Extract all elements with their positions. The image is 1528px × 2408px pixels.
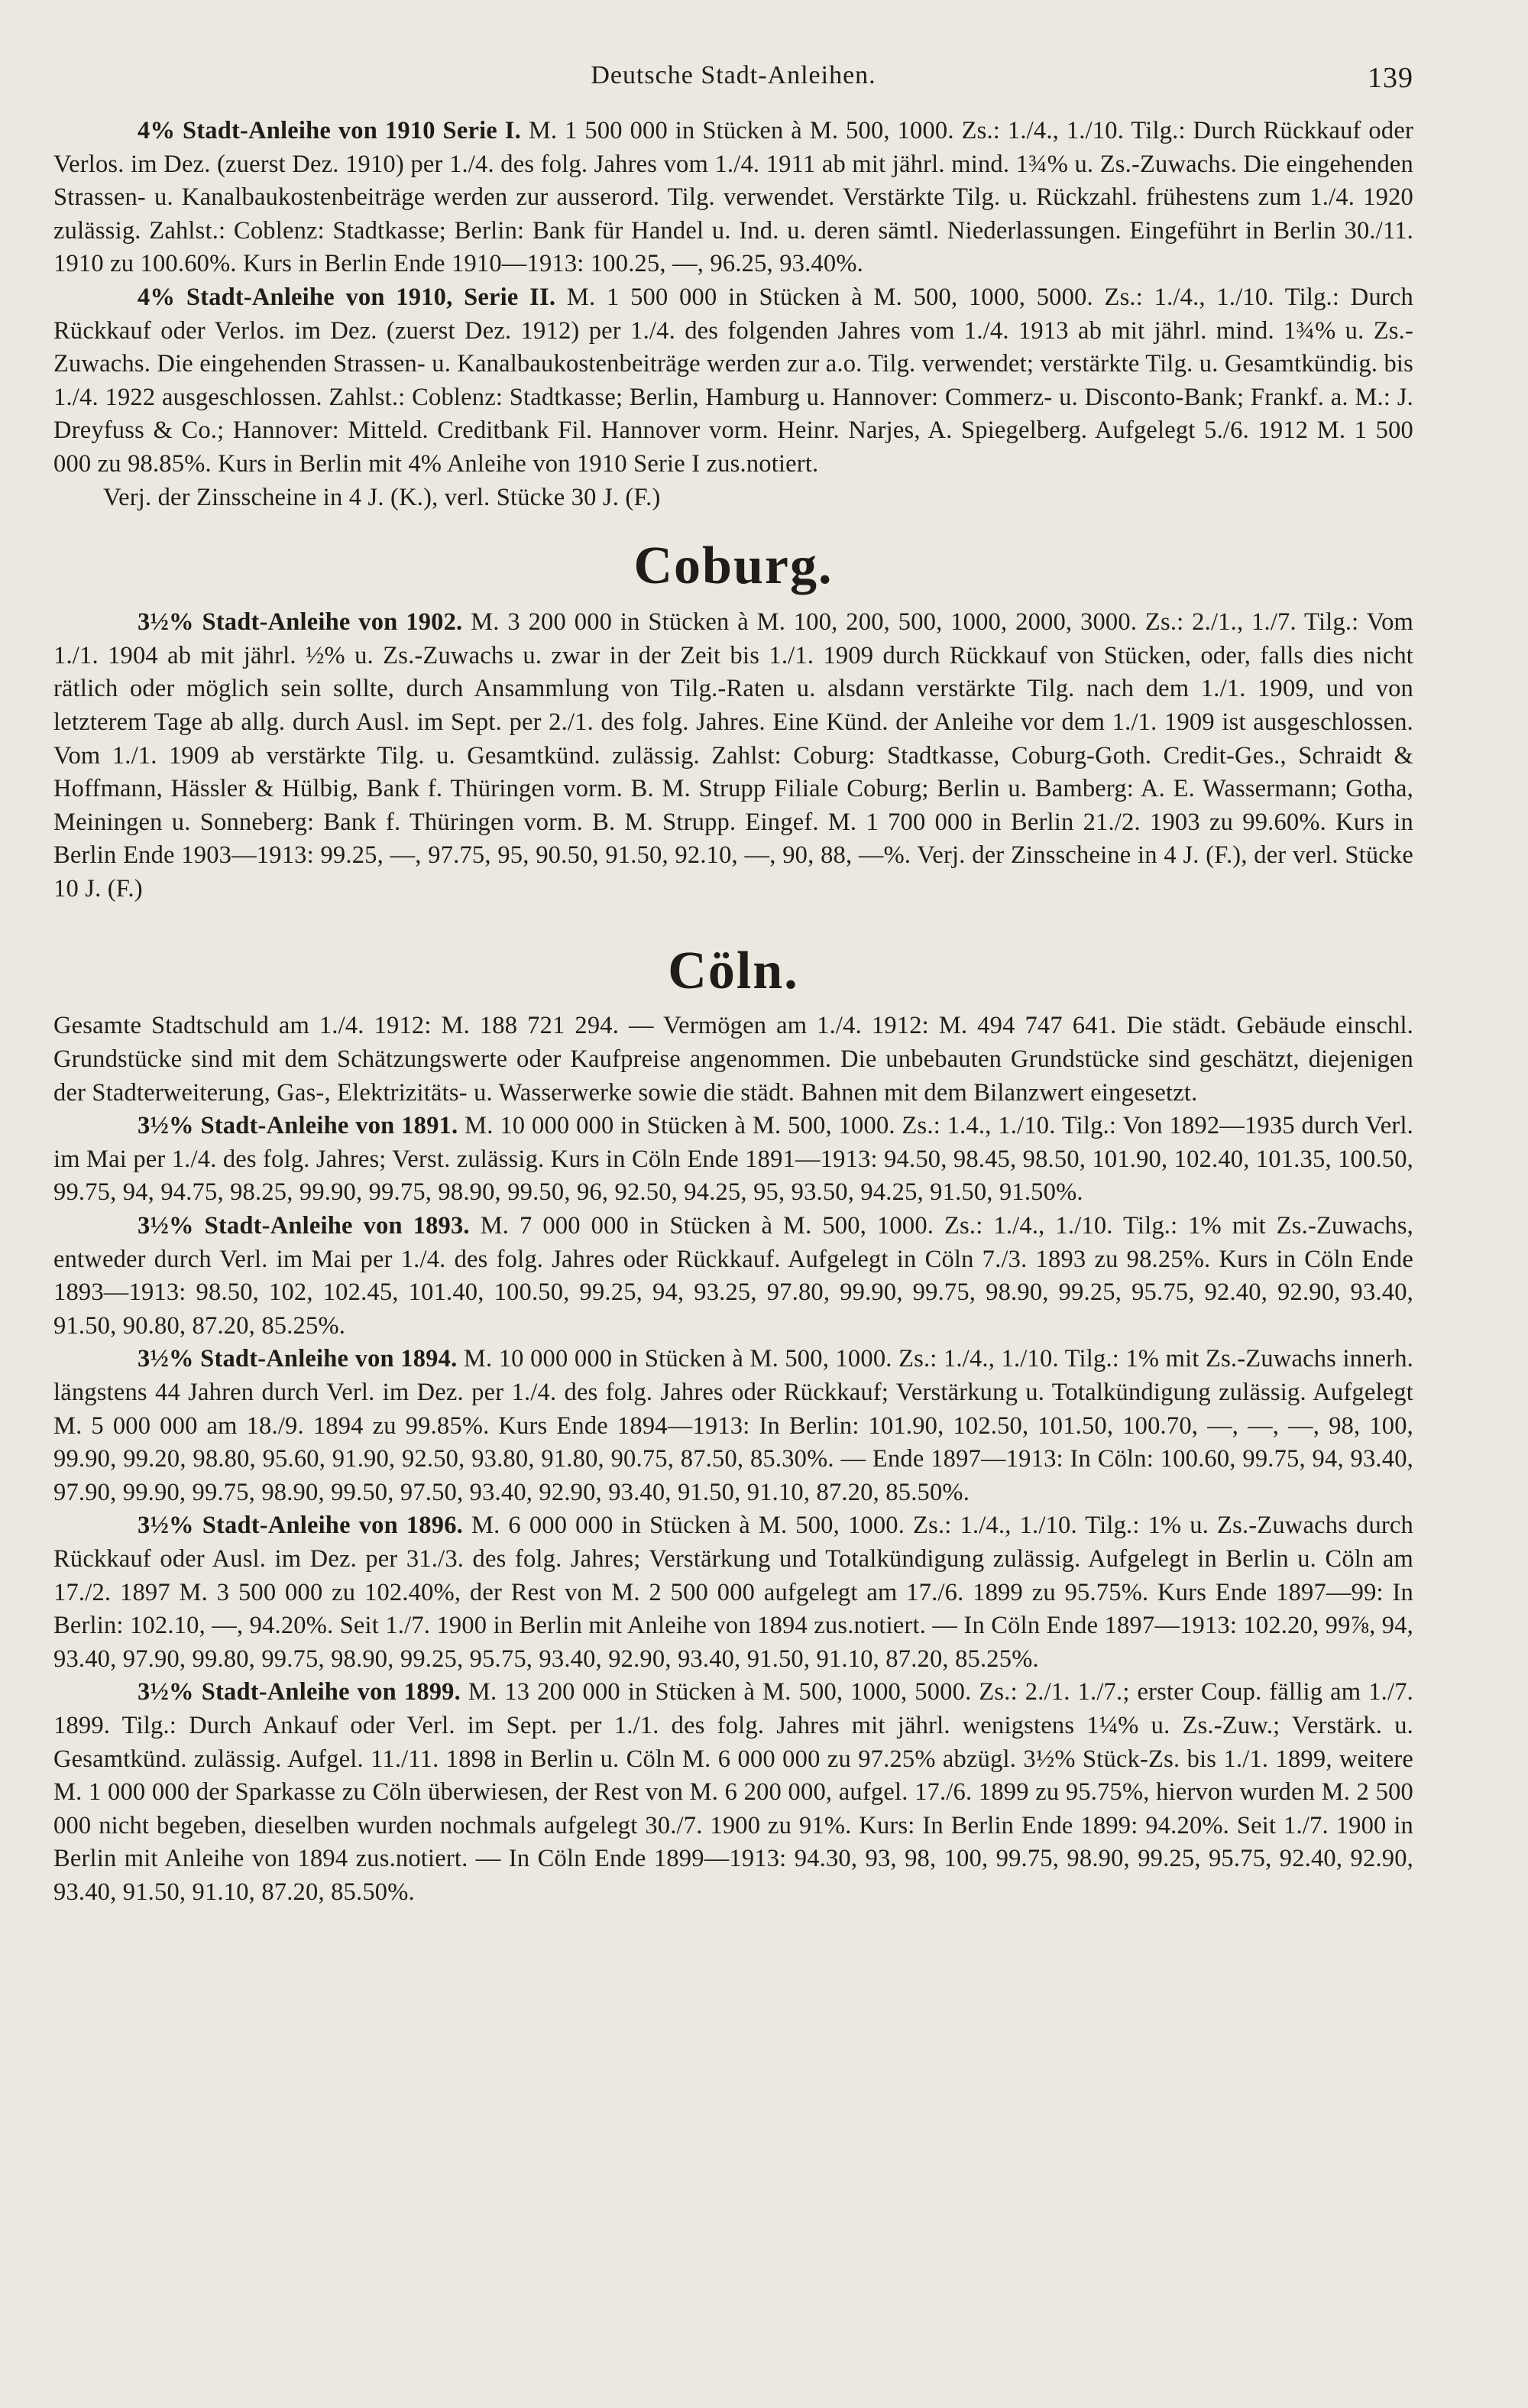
bond-title: 3½% Stadt-Anleihe von 1893. xyxy=(138,1212,470,1240)
bond-text: M. 13 200 000 in Stücken à M. 500, 1000, 5000. Zs.: 2./1. 1./7.; erster Coup. fällig am 1./7. 1899. Tilg.: Durch Ankauf oder Verl. im Sept. per 1./1. des folg. Jahres mit jährl. wenigstens 1¼% u. Zs.-Zuw.; Verstärk. u. Gesamtkünd. zulässig. Aufgel. 11./11. 1898 in Berlin u. Cöln M. 6 000 000 zu 97.25% abzügl. 3½% Stück-Zs. bis 1./1. 1899, weitere M. 1 000 000 der Sparkasse zu Cöln überwiesen, der Rest von M. 6 200 000, aufgel. 17./6. 1899 zu 95.75%, hiervon wurden M. 2 500 000 nicht begeben, dieselben wurden nochmals aufgelegt 30./7. 1900 zu 91%. Kurs: In Berlin Ende 1899: 94.20%. Seit 1./7. 1900 in Berlin mit Anleihe von 1894 zus.notiert. — In Cöln Ende 1899—1913: 94.30, 93, 98, 100, 99.75, 98.90, 99.25, 95.75, 92.40, 92.90, 93.40, 91.50, 91.10, 87.20, 85.50%. xyxy=(53,1678,1414,1906)
bond-text: M. 6 000 000 in Stücken à M. 500, 1000. Zs.: 1./4., 1./10. Tilg.: 1% u. Zs.-Zuwachs durch Rückkauf oder Ausl. im Dez. per 31./3. des folg. Jahres; Verstärkung und Totalkündigung zulässig. Aufgelegt in Berlin u. Cöln am 17./2. 1897 M. 3 500 000 zu 102.40%, der Rest von M. 2 500 000 aufgelegt am 17./6. 1899 zu 95.75%. Kurs Ende 1897—99: In Berlin: 102.10, —, 94.20%. Seit 1./7. 1900 in Berlin mit Anleihe von 1894 zus.notiert. — In Cöln Ende 1897—1913: 102.20, 99⅞, 94, 93.40, 97.90, 99.80, 99.75, 98.90, 99.25, 95.75, 93.40, 92.90, 93.40, 91.50, 91.10, 87.20, 85.25%. xyxy=(53,1512,1413,1673)
bond-text: M. 1 500 000 in Stücken à M. 500, 1000, 5000. Zs.: 1./4., 1./10. Tilg.: Durch Rückkauf oder Verlos. im Dez. (zuerst Dez. 1912) per 1./4. des folgenden Jahres vom 1./4. 1913 ab mit jährl. mind. 1¾% u. Zs.-Zuwachs. Die eingehenden Strassen- u. Kanalbaukostenbeiträge werden zur a.o. Tilg. verwendet; verstärkte Tilg. u. Gesamtkündig. bis 1./4. 1922 ausgeschlossen. Zahlst.: Coblenz: Stadtkasse; Berlin, Hamburg u. Hannover: Commerz- u. Disconto-Bank; Frankf. a. M.: J. Dreyfuss & Co.; Hannover: Mitteld. Creditbank Fil. Hannover vorm. Heinr. Narjes, A. Spiegelberg. Aufgelegt 5./6. 1912 M. 1 500 000 zu 98.85%. Kurs in Berlin mit 4% Anleihe von 1910 Serie I zus.notiert. xyxy=(53,283,1413,478)
bond-text: M. 10 000 000 in Stücken à M. 500, 1000. Zs.: 1.4., 1./10. Tilg.: Von 1892—1935 durch Verl. im Mai per 1./4. des folg. Jahres; Verst. zulässig. Kurs in Cöln Ende 1891—1913: 94.50, 98.45, 98.50, 101.90, 102.40, 101.35, 100.50, 99.75, 94, 94.75, 98.25, 99.90, 99.75, 98.90, 99.50, 96, 92.50, 94.25, 95, 93.50, 94.25, 91.50, 91.50%. xyxy=(53,1112,1414,1207)
city-heading: Cöln. xyxy=(668,941,799,1001)
bond-title: 3½% Stadt-Anleihe von 1899. xyxy=(138,1678,461,1706)
bond-text: M. 1 500 000 in Stücken à M. 500, 1000. Zs.: 1./4., 1./10. Tilg.: Durch Rückkauf oder Verlos. im Dez. (zuerst Dez. 1910) per 1./4. des folg. Jahres vom 1./4. 1911 ab mit jährl. mind. 1¾% u. Zs.-Zuwachs. Die eingehenden Strassen- u. Kanalbaukostenbeiträge werden zur ausserord. Tilg. verwendet. Verstärkte Tilg. u. Rückzahl. frühestens zum 1./4. 1920 zulässig. Zahlst.: Coblenz: Stadtkasse; Berlin: Bank für Handel u. Ind. u. deren sämtl. Niederlassungen. Eingeführt in Berlin 30./11. 1910 zu 100.60%. Kurs in Berlin Ende 1910—1913: 100.25, —, 96.25, 93.40%. xyxy=(53,117,1413,278)
bond-title: 3½% Stadt-Anleihe von 1902. xyxy=(138,608,463,637)
bond-entry xyxy=(53,1110,1413,1210)
bond-entry xyxy=(53,281,1413,481)
bond-entry xyxy=(53,1509,1413,1676)
section-continued xyxy=(53,115,1413,514)
bond-title: 3½% Stadt-Anleihe von 1891. xyxy=(138,1112,458,1140)
bond-entry xyxy=(53,1676,1413,1909)
running-title: Deutsche Stadt-Anleihen. xyxy=(591,61,876,89)
bond-title: 3½% Stadt-Anleihe von 1896. xyxy=(138,1512,463,1540)
running-head xyxy=(53,61,1413,115)
city-heading: Coburg. xyxy=(633,536,834,596)
section-coburg xyxy=(53,537,1413,906)
bond-title: 4% Stadt-Anleihe von 1910 Serie I. xyxy=(138,117,521,144)
bond-entry xyxy=(53,606,1413,906)
bond-title: 4% Stadt-Anleihe von 1910, Serie II. xyxy=(138,283,556,311)
bond-title: 3½% Stadt-Anleihe von 1894. xyxy=(138,1345,458,1373)
bond-text: M. 7 000 000 in Stücken à M. 500, 1000. Zs.: 1./4., 1./10. Tilg.: 1% mit Zs.-Zuwachs, entweder durch Verl. im Mai per 1./4. des folg. Jahres oder Rückkauf. Aufgelegt in Cöln 7./3. 1893 zu 98.25%. Kurs in Cöln Ende 1893—1913: 98.50, 102, 102.45, 101.40, 100.50, 99.25, 94, 93.25, 97.80, 99.90, 99.75, 98.90, 99.25, 95.75, 92.40, 92.90, 93.40, 91.50, 90.80, 87.20, 85.25%. xyxy=(53,1212,1414,1340)
city-intro: Gesamte Stadtschuld am 1./4. 1912: M. 188 721 294. — Vermögen am 1./4. 1912: M. 494 747 641. Die städt. Gebäude einschl. Grundstücke sind mit dem Schätzungswerte oder Kaufpreise angenommen. Die unbebauten Grundstücke sind geschätzt, diejenigen der Stadterweiterung, Gas-, Elektrizitäts- u. Wasserwerke sowie die städt. Bahnen mit dem Bilanzwert eingesetzt. xyxy=(53,1012,1413,1107)
section-coeln xyxy=(53,942,1413,1909)
bond-entry xyxy=(53,1343,1413,1509)
limitation-note: Verj. der Zinsscheine in 4 J. (K.), verl. Stücke 30 J. (F.) xyxy=(103,483,661,511)
bond-text: M. 10 000 000 in Stücken à M. 500, 1000. Zs.: 1./4., 1./10. Tilg.: 1% mit Zs.-Zuwachs innerh. längstens 44 Jahren durch Verl. im Dez. per 1./4. des folg. Jahres oder Rückkauf; Verstärkung u. Totalkündigung zulässig. Aufgelegt M. 5 000 000 am 18./9. 1894 zu 99.85%. Kurs Ende 1894—1913: In Berlin: 101.90, 102.50, 101.50, 100.70, —, —, —, 98, 100, 99.90, 99.20, 98.80, 95.60, 91.90, 92.50, 93.80, 91.80, 90.75, 87.50, 85.30%. — Ende 1897—1913: In Cöln: 100.60, 99.75, 94, 93.40, 97.90, 99.90, 99.75, 98.90, 99.50, 97.50, 93.40, 92.90, 93.40, 91.50, 91.10, 87.20, 85.50%. xyxy=(53,1345,1414,1506)
page-number: 139 xyxy=(1368,62,1413,94)
bond-entry xyxy=(53,1210,1413,1343)
bond-entry xyxy=(53,115,1413,281)
bond-text: M. 3 200 000 in Stücken à M. 100, 200, 500, 1000, 2000, 3000. Zs.: 2./1., 1./7. Tilg.: Vom 1./1. 1904 ab mit jährl. ½% u. Zs.-Zuwachs u. zwar in der Zeit bis 1./1. 1909 durch Rückkauf von Stücken, oder, falls dies nicht rätlich oder möglich sein sollte, durch Ansammlung von Tilg.-Raten u. alsdann verstärkte Tilg. nach dem 1./1. 1909, und von letzterem Tage ab allg. durch Ausl. im Sept. per 2./1. des folg. Jahres. Eine Künd. der Anleihe vor dem 1./1. 1909 ist ausgeschlossen. Vom 1./1. 1909 ab verstärkte Tilg. u. Gesamtkünd. zulässig. Zahlst: Coburg: Stadtkasse, Coburg-Goth. Credit-Ges., Schraidt & Hoffmann, Hässler & Hülbig, Bank f. Thüringen vorm. B. M. Strupp Filiale Coburg; Berlin u. Bamberg: A. E. Wassermann; Gotha, Meiningen u. Sonneberg: Bank f. Thüringen vorm. B. M. Strupp. Eingef. M. 1 700 000 in Berlin 21./2. 1903 zu 99.60%. Kurs in Berlin Ende 1903—1913: 99.25, —, 97.75, 95, 90.50, 91.50, 92.10, —, 90, 88, —%. Verj. der Zinsscheine in 4 J. (F.), der verl. Stücke 10 J. (F.) xyxy=(53,608,1414,903)
